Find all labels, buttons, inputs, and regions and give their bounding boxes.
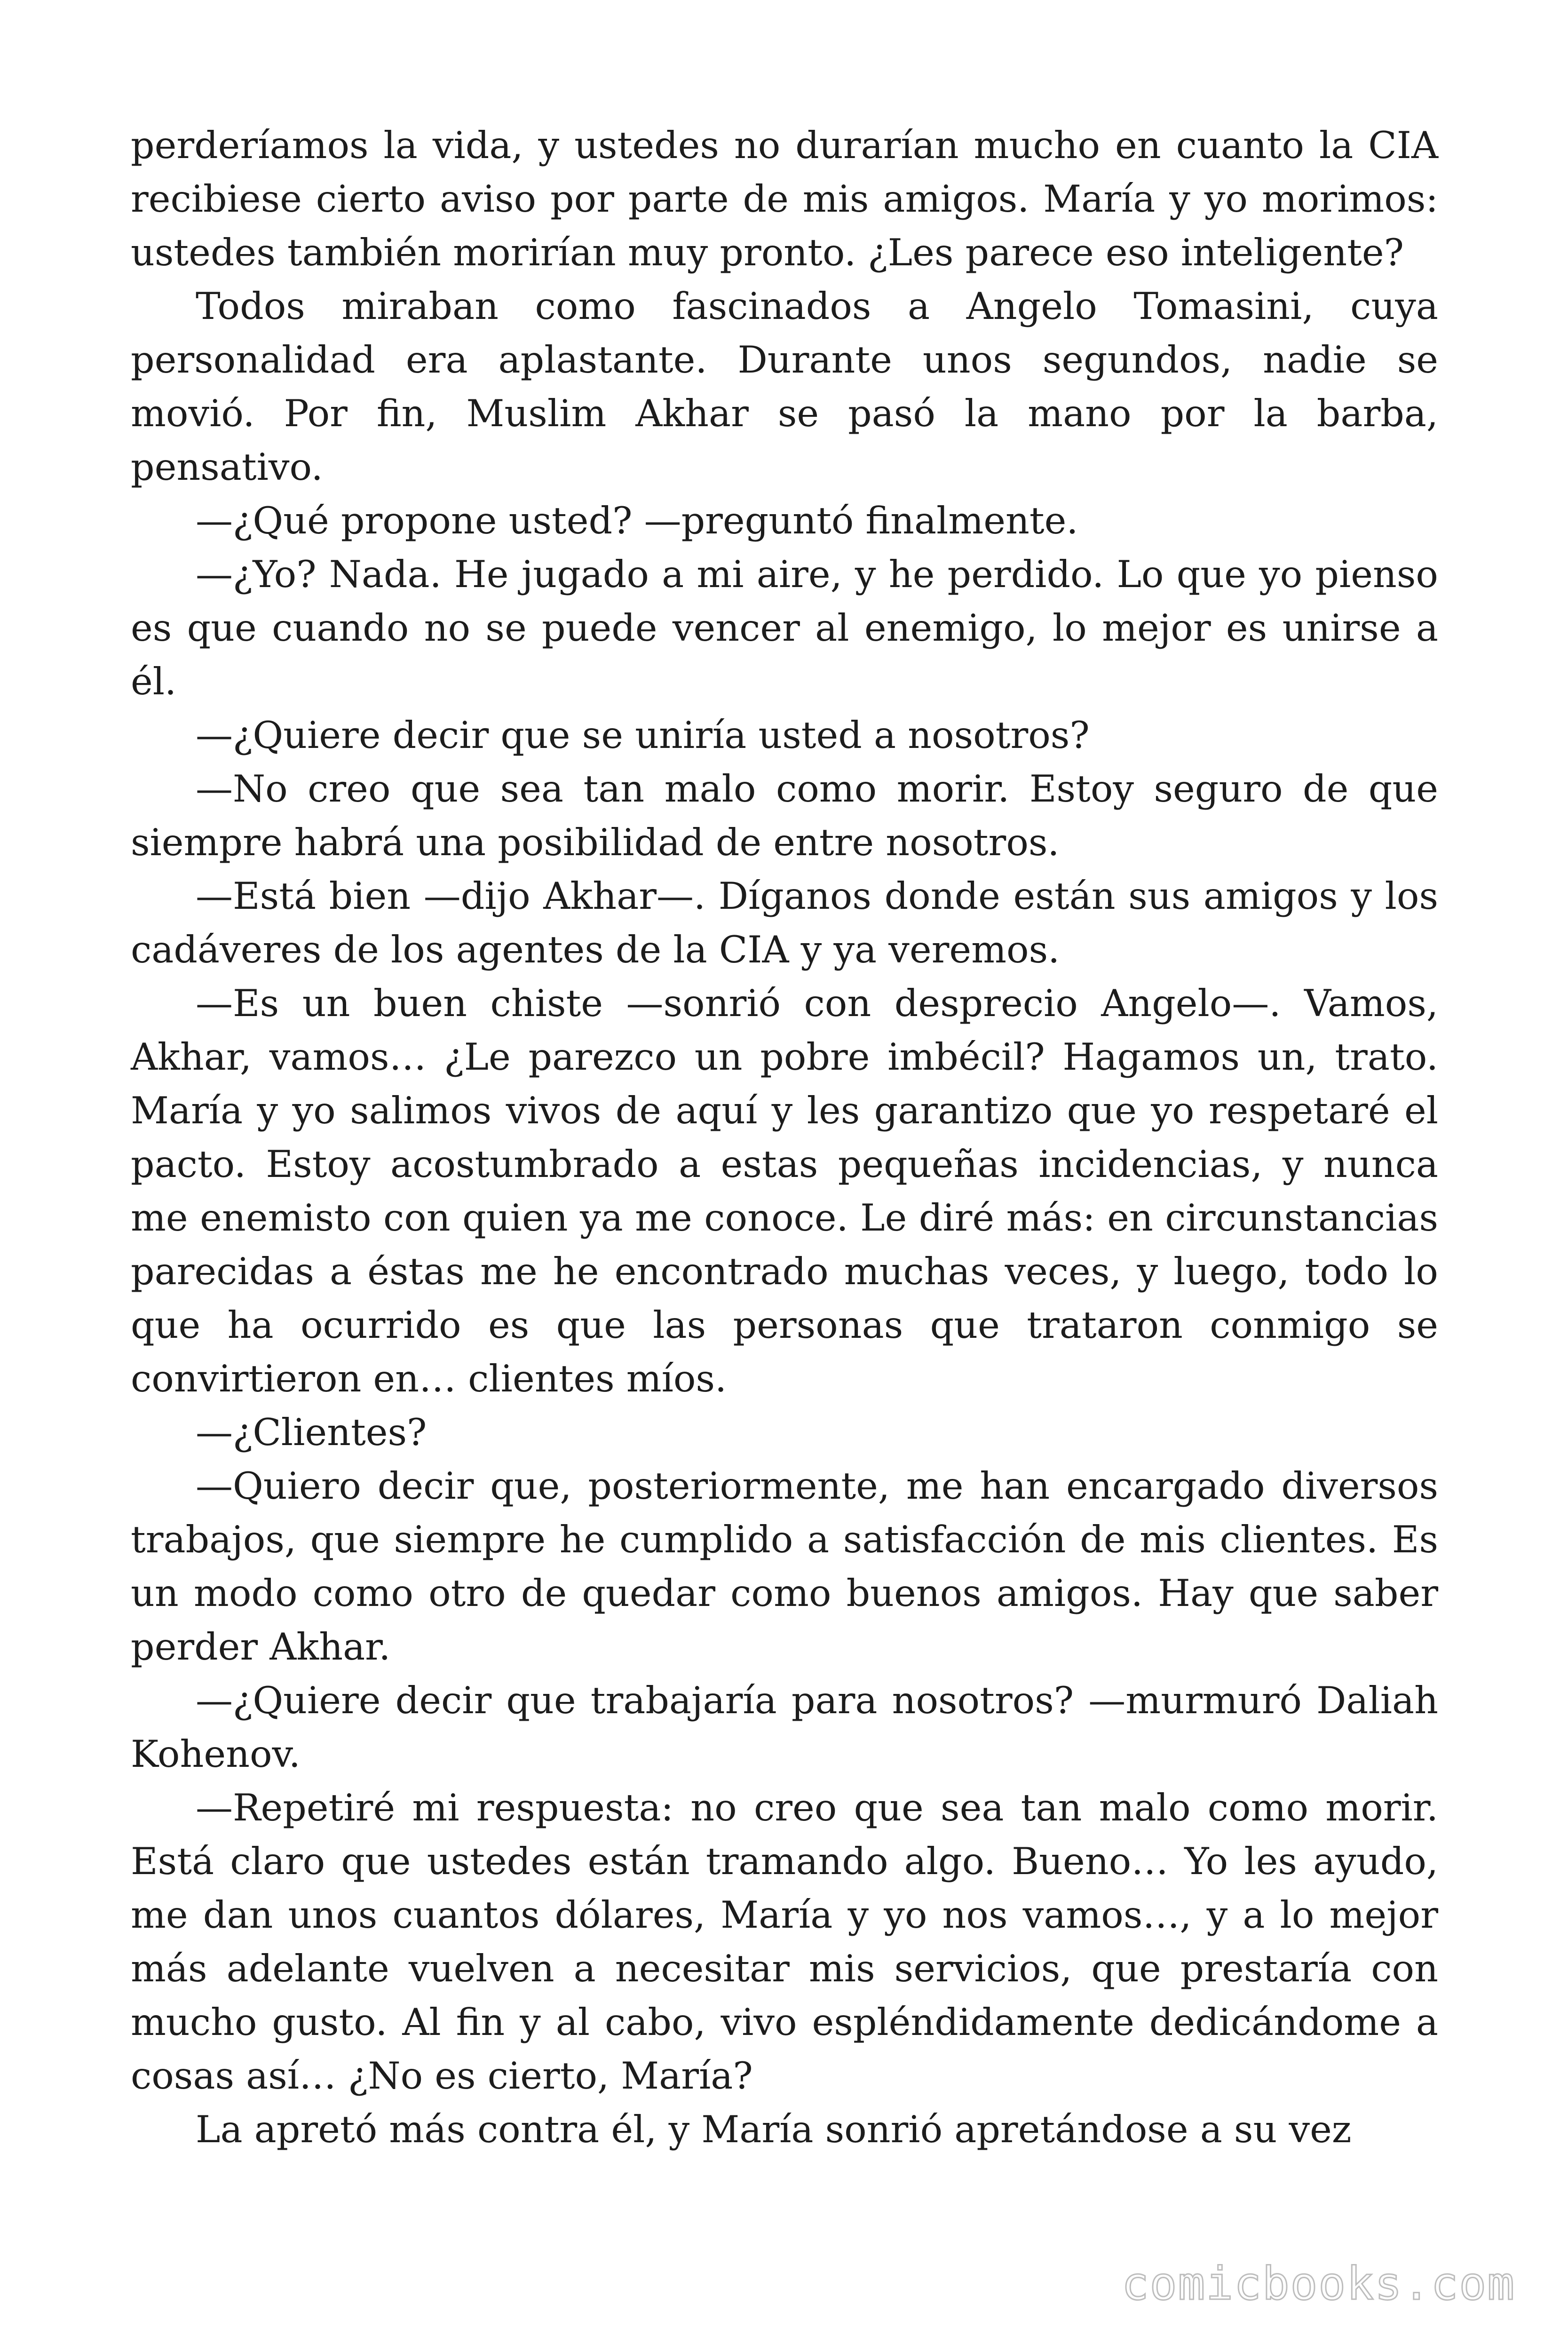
paragraph: —Es un buen chiste —sonrió con desprecio Angelo—. Vamos, Akhar, vamos… ¿Le parezco un pobre imbécil? Hagamos un, trato. María y yo salimos vivos de aquí y les garantizo que yo respetaré el pacto. Estoy acostumbrado a estas pequeñas incidencias, y nunca me enemisto con quien ya me conoce. Le diré más: en circunstancias parecidas a éstas me he encontrado muchas veces, y luego, todo lo que ha ocurrido es que las personas que trataron conmigo se convirtieron en… clientes míos. [131, 982, 1438, 1400]
paragraph: perderíamos la vida, y ustedes no durarían mucho en cuanto la CIA recibiese cierto aviso por parte de mis amigos. María y yo morimos: ustedes también morirían muy pronto. ¿Les parece eso inteligente? [131, 124, 1438, 274]
body-text [131, 119, 1438, 2156]
paragraph: —No creo que sea tan malo como morir. Estoy seguro de que siempre habrá una posibilidad de entre nosotros. [131, 767, 1438, 864]
paragraph: —¿Qué propone usted? —preguntó finalmente. [196, 499, 1078, 542]
paragraph: —¿Quiere decir que se uniría usted a nosotros? [196, 714, 1090, 757]
paragraph: —¿Quiere decir que trabajaría para nosotros? —murmuró Daliah Kohenov. [131, 1679, 1438, 1776]
paragraph: —¿Clientes? [196, 1411, 427, 1454]
watermark: comicbooks.com [1121, 2257, 1515, 2310]
paragraph: —Quiero decir que, posteriormente, me han encargado diversos trabajos, que siempre he cumplido a satisfacción de mis clientes. Es un modo como otro de quedar como buenos amigos. Hay que saber perder Akhar. [131, 1464, 1438, 1669]
paragraph: La apretó más contra él, y María sonrió apretándose a su vez [196, 2108, 1352, 2151]
paragraph: Todos miraban como fascinados a Angelo Tomasini, cuya personalidad era aplastante. Durante unos segundos, nadie se movió. Por fin, Muslim Akhar se pasó la mano por la barba, pensativo. [131, 285, 1438, 489]
paragraph: —¿Yo? Nada. He jugado a mi aire, y he perdido. Lo que yo pienso es que cuando no se puede vencer al enemigo, lo mejor es unirse a él. [131, 553, 1438, 703]
paragraph: —Está bien —dijo Akhar—. Díganos donde están sus amigos y los cadáveres de los agentes de la CIA y ya veremos. [131, 874, 1438, 971]
paragraph: —Repetiré mi respuesta: no creo que sea tan malo como morir. Está claro que ustedes están tramando algo. Bueno… Yo les ayudo, me dan unos cuantos dólares, María y yo nos vamos…, y a lo mejor más adelante vuelven a necesitar mis servicios, que prestaría con mucho gusto. Al fin y al cabo, vivo espléndidamente dedicándome a cosas así… ¿No es cierto, María? [131, 1786, 1438, 2098]
